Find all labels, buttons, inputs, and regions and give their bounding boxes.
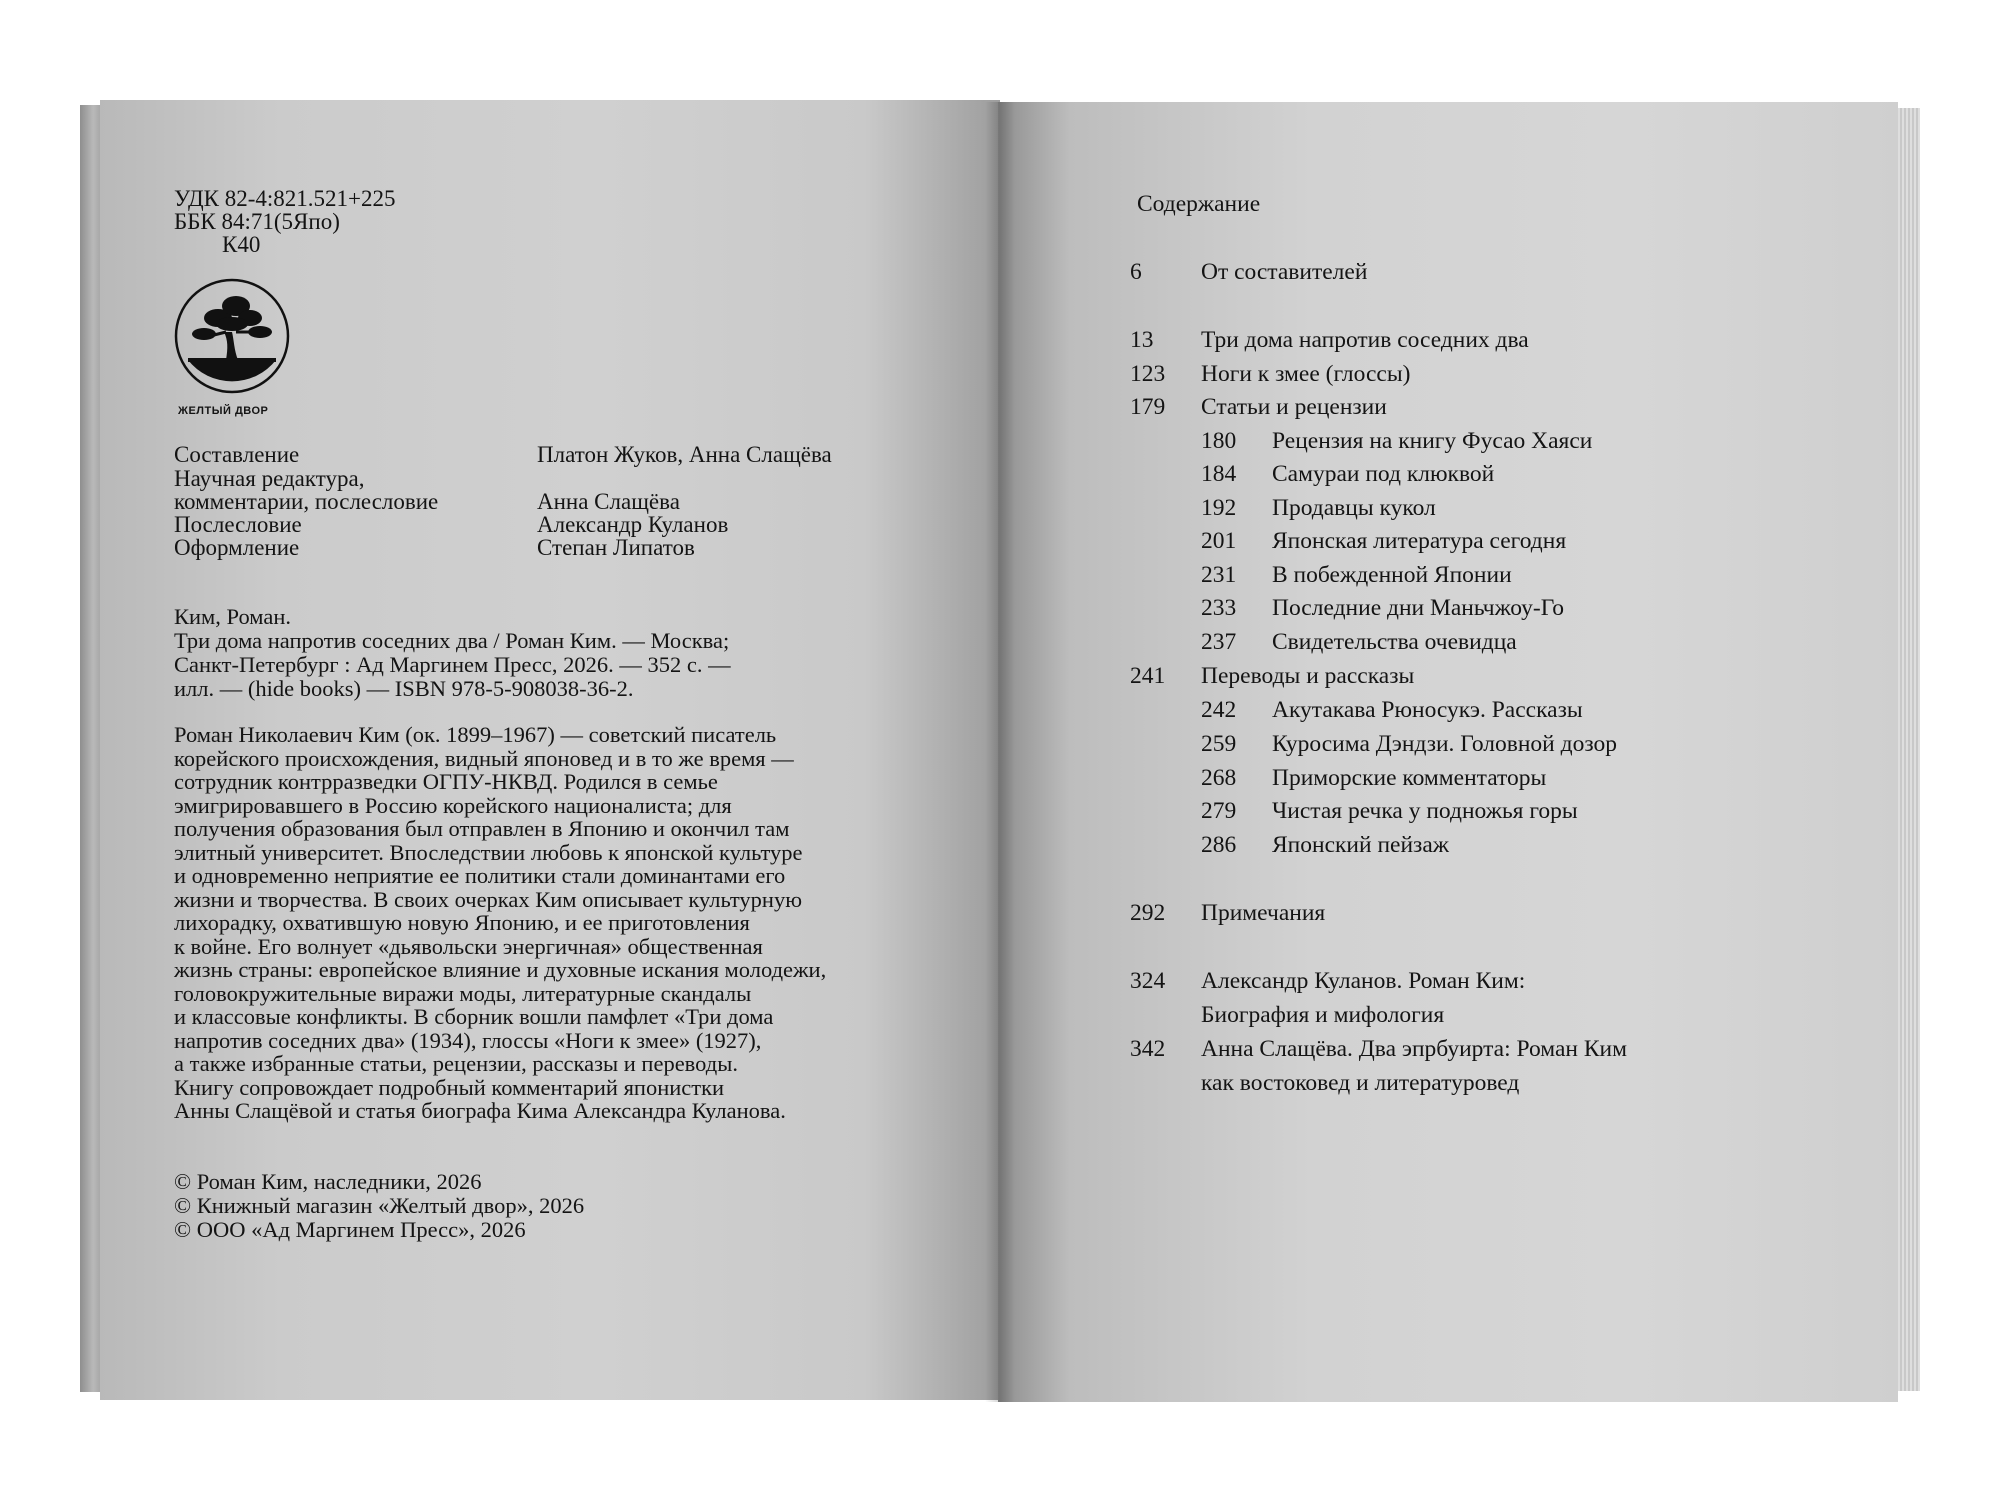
toc-entry: [1130, 1035, 1690, 1063]
toc-entry-title: В побежденной Японии: [1272, 562, 1512, 588]
toc-page-number: 241: [1130, 663, 1166, 689]
toc-entry: [1201, 594, 1761, 622]
toc-page-number: 233: [1201, 595, 1237, 621]
toc-entry: [1130, 662, 1690, 690]
toc-entry-title: Японский пейзаж: [1272, 832, 1449, 858]
toc-page-number: 324: [1130, 968, 1166, 994]
credit-role: Оформление: [174, 535, 300, 560]
toc-page-number: 231: [1201, 562, 1237, 588]
toc-page-number: 179: [1130, 394, 1166, 420]
toc-page-number: 180: [1201, 428, 1237, 454]
toc-page-number: 123: [1130, 361, 1166, 387]
toc-entry-title: От составителей: [1201, 259, 1368, 285]
toc-entry-title: Японская литература сегодня: [1272, 528, 1567, 554]
book-annotation: Роман Николаевич Ким (ок. 1899–1967) — советский писатель корейского происхождения, видный японовед и в то же время — сотрудник контрразведки ОГПУ-НКВД. Родился в семье эмигрировавшего в Россию корейского националиста; для получения образования был отправлен в Японию и окончил там элитный университет. Впоследствии любовь к японской культуре и одновременно неприятие ее политики стали доминантами его жизни и творчества. В своих очерках Ким описывает культурную лихорадку, охватившую новую Японию, и ее приготовления к войне. Его волнует «дьявольски энергичная» общественная жизнь страны: европейское влияние и духовные искания молодежи, головокружительные виражи моды, литературные скандалы и классовые конфликты. В сборник вошли памфлет «Три дома напротив соседних два» (1934), глоссы «Ноги к змее» (1927), а также избранные статьи, рецензии, рассказы и переводы. Книгу сопровождает подробный комментарий японистки Анны Слащёвой и статья биографа Кима Александра Куланова.: [174, 722, 827, 1123]
toc-entry: [1201, 460, 1761, 488]
toc-title: Содержание: [1137, 191, 1261, 217]
toc-entry-title: Самураи под клюквой: [1272, 461, 1495, 487]
toc-page-number: 13: [1130, 327, 1154, 353]
toc-page-number: 192: [1201, 495, 1237, 521]
credit-name: Степан Липатов: [537, 535, 695, 560]
toc-entry: [1201, 764, 1761, 792]
toc-page-number: 237: [1201, 629, 1237, 655]
credit-name: Платон Жуков, Анна Слащёва: [537, 442, 832, 467]
toc-entry: [1130, 258, 1690, 286]
toc-entry-title: Статьи и рецензии: [1201, 394, 1387, 420]
toc-page-number: 259: [1201, 731, 1237, 757]
toc-entry-title: Переводы и рассказы: [1201, 663, 1415, 689]
credit-role: комментарии, послесловие: [174, 489, 439, 514]
toc-entry-title: Три дома напротив соседних два: [1201, 327, 1529, 353]
toc-entry: [1130, 899, 1690, 927]
toc-page-number: 6: [1130, 259, 1142, 285]
toc-entry: [1201, 797, 1761, 825]
credit-role: Научная редактура,: [174, 466, 365, 491]
toc-page-number: 342: [1130, 1036, 1166, 1062]
toc-entry: [1201, 730, 1761, 758]
toc-entry-title: Продавцы кукол: [1272, 495, 1436, 521]
toc-entry: [1201, 494, 1761, 522]
credit-name: Анна Слащёва: [537, 489, 680, 514]
publisher-logo-label: ЖЕЛТЫЙ ДВОР: [178, 405, 269, 417]
toc-entry-title: Куросима Дэндзи. Головной дозор: [1272, 731, 1617, 757]
toc-entry: [1201, 427, 1761, 455]
toc-entry: [1130, 967, 1690, 995]
toc-entry-title: Александр Куланов. Роман Ким:: [1201, 968, 1526, 994]
toc-page-number: 292: [1130, 900, 1166, 926]
bbk-code: ББК 84:71(5Япо): [174, 209, 340, 234]
toc-entry-title: Последние дни Маньчжоу-Го: [1272, 595, 1564, 621]
toc-page-number: 184: [1201, 461, 1237, 487]
credit-role: Составление: [174, 442, 300, 467]
toc-page-number: 286: [1201, 832, 1237, 858]
book-gutter: [985, 102, 1015, 1402]
toc-entry-title: Чистая речка у подножья горы: [1272, 798, 1578, 824]
toc-entry-title-continuation: Биография и мифология: [1201, 1002, 1445, 1028]
toc-entry: [1201, 527, 1761, 555]
bibliographic-record: Ким, Роман. Три дома напротив соседних два / Роман Ким. — Москва; Санкт-Петербург : Ад Маргинем Пресс, 2026. — 352 с. — илл. — (hide books) — ISBN 978-5-908038-36-2.: [174, 604, 731, 701]
credit-name: Александр Куланов: [537, 512, 729, 537]
toc-entry: [1201, 831, 1761, 859]
toc-entry-title: Анна Слащёва. Два эпрбуирта: Роман Ким: [1201, 1036, 1628, 1062]
toc-entry-title: Свидетельства очевидца: [1272, 629, 1517, 655]
toc-page-number: 201: [1201, 528, 1237, 554]
toc-page-number: 268: [1201, 765, 1237, 791]
toc-entry-title: Ноги к змее (глоссы): [1201, 361, 1411, 387]
credit-role: Послесловие: [174, 512, 302, 537]
toc-entry: [1130, 393, 1690, 421]
udk-code: УДК 82-4:821.521+225: [174, 186, 396, 211]
left-page-edge: [80, 105, 102, 1392]
toc-page-number: 242: [1201, 697, 1237, 723]
toc-entry-title-continuation: как востоковед и литературовед: [1201, 1070, 1520, 1096]
toc-entry-title: Примечания: [1201, 900, 1326, 926]
toc-entry: [1201, 561, 1761, 589]
toc-entry: [1201, 696, 1761, 724]
toc-entry-title: Рецензия на книгу Фусао Хаяси: [1272, 428, 1593, 454]
publisher-logo-icon: [174, 278, 290, 394]
toc-page-number: 279: [1201, 798, 1237, 824]
copyright-block: © Роман Ким, наследники, 2026 © Книжный магазин «Желтый двор», 2026 © ООО «Ад Маргинем Пресс», 2026: [174, 1169, 585, 1242]
toc-entry: [1130, 360, 1690, 388]
toc-entry-title: Акутакава Рюносукэ. Рассказы: [1272, 697, 1583, 723]
author-mark: К40: [222, 232, 261, 257]
toc-entry-title: Приморские комментаторы: [1272, 765, 1547, 791]
toc-entry: [1201, 628, 1761, 656]
toc-entry: [1130, 326, 1690, 354]
